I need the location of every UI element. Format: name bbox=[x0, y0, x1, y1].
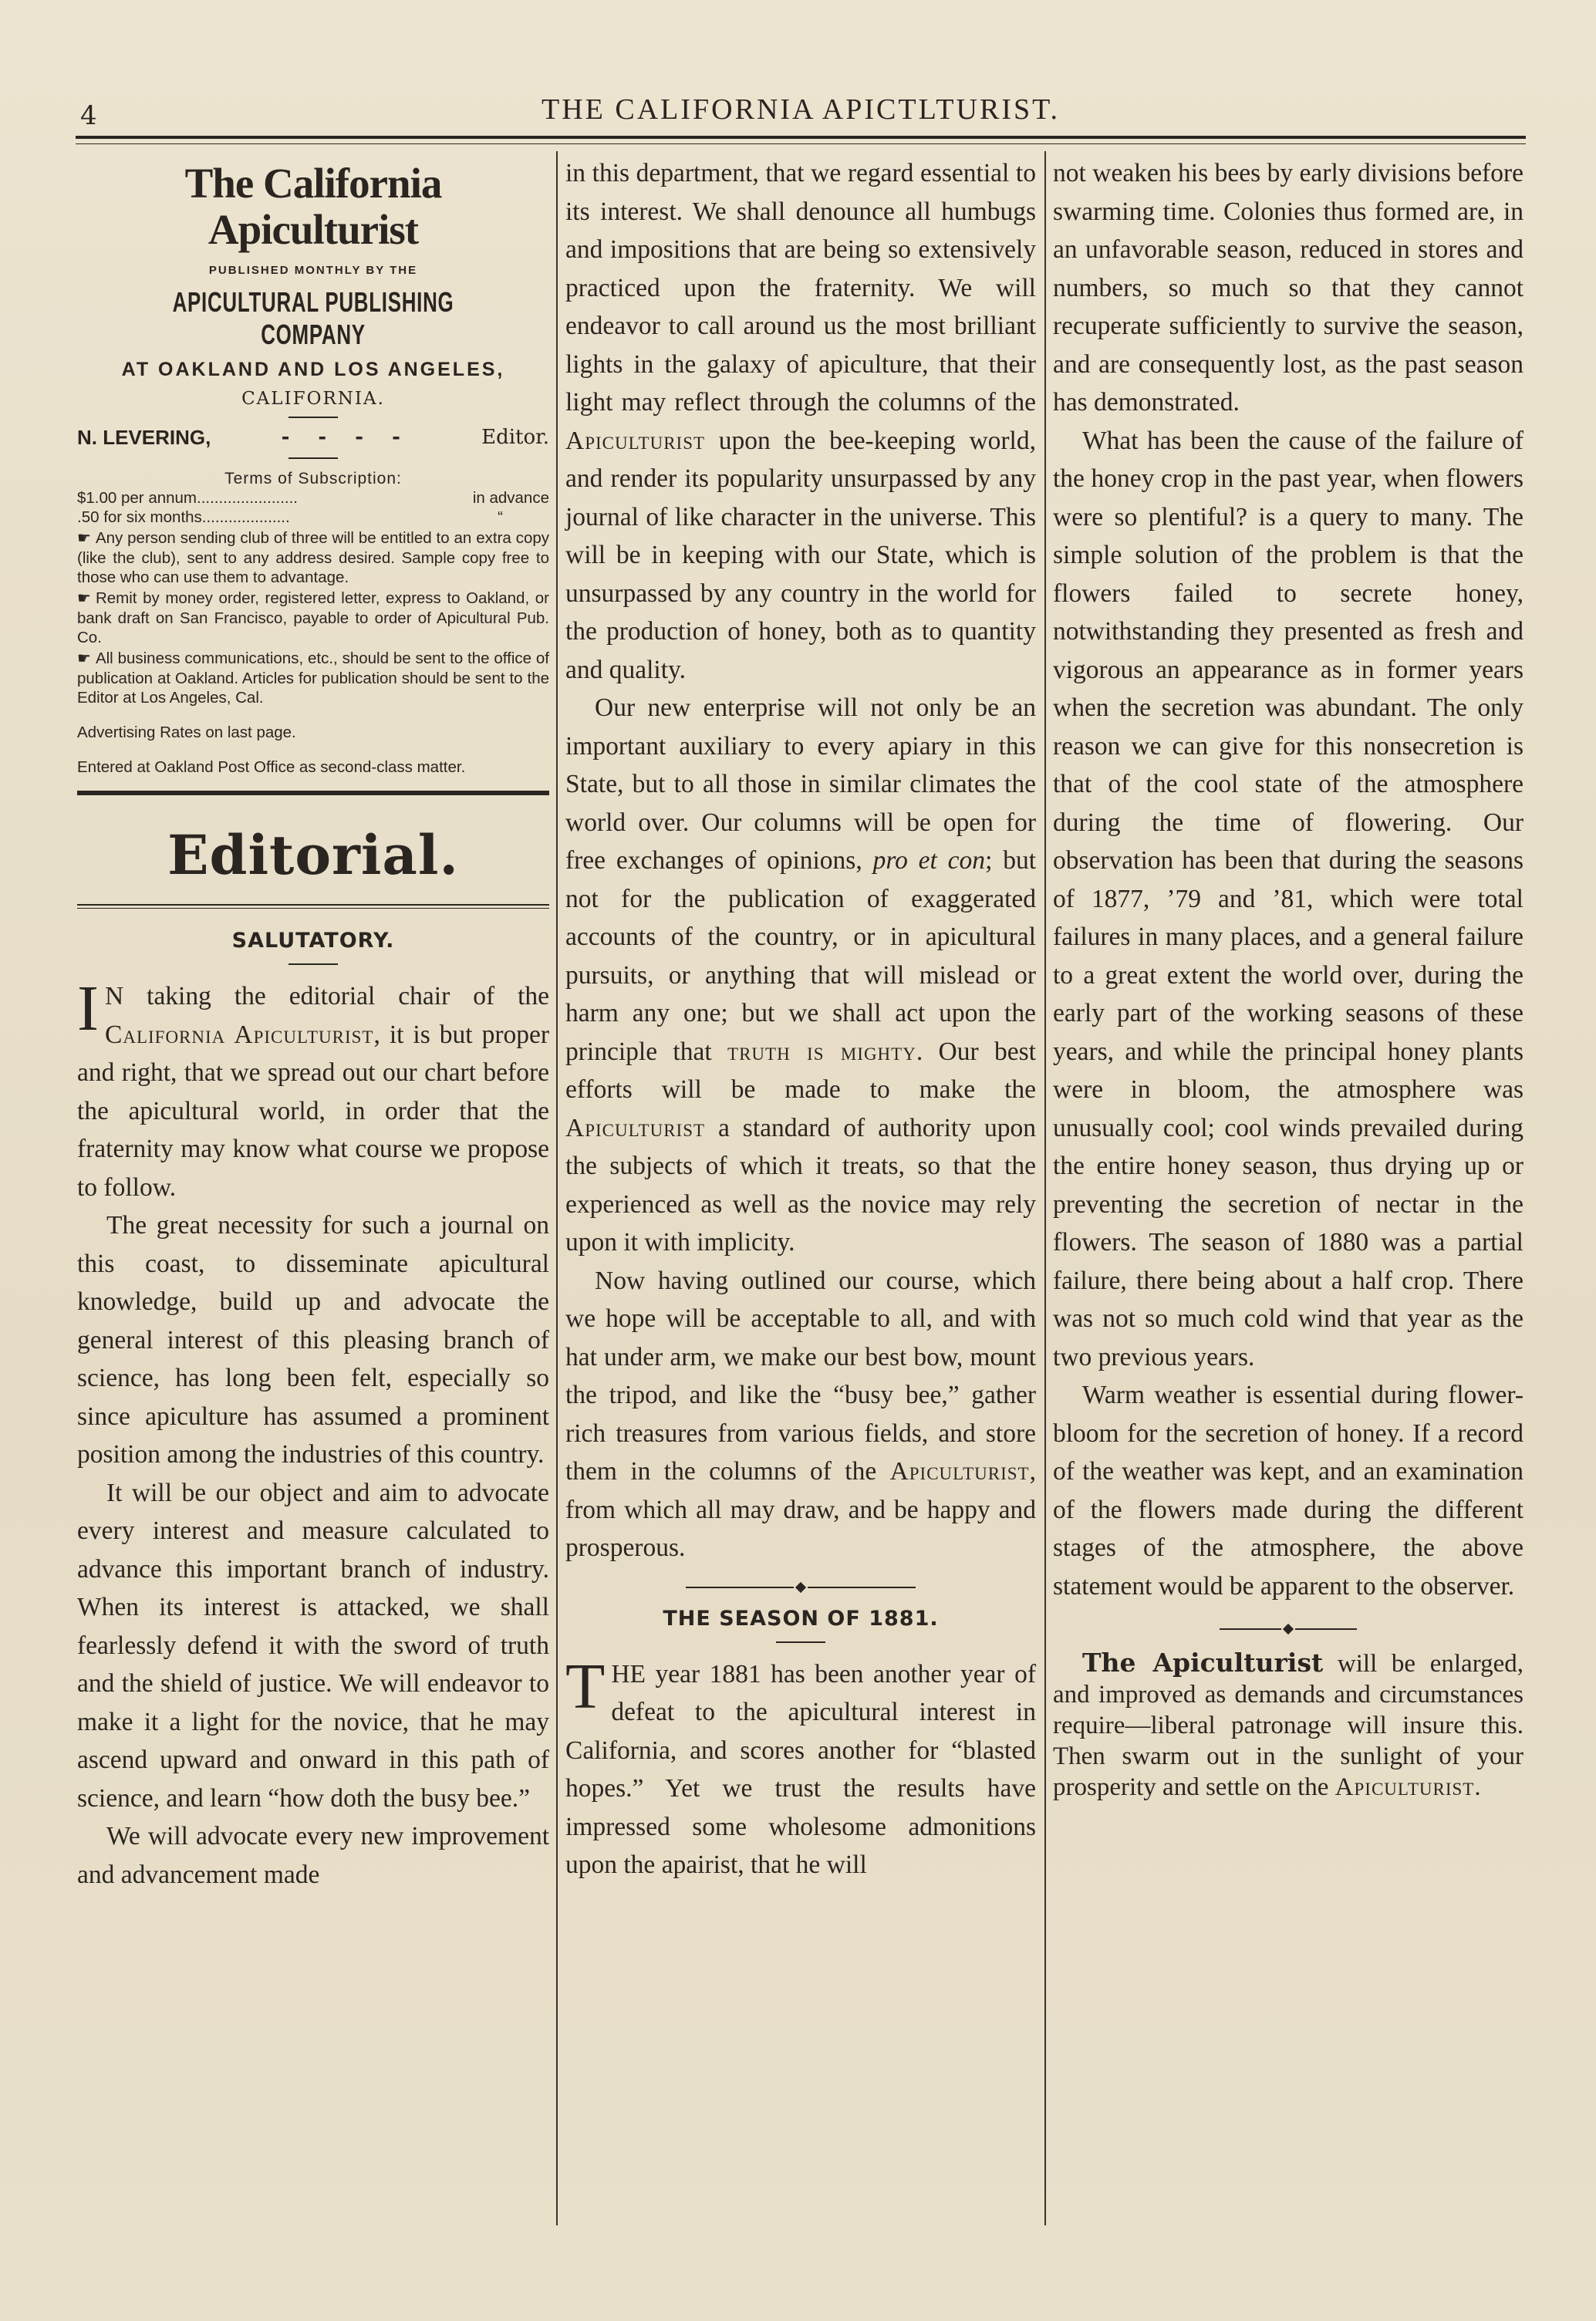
column-divider bbox=[1044, 151, 1046, 2225]
salutatory-continued-2: Our new enterprise will not only be an important auxiliary to every apiary in this State, but to all those in similar climates the world over. Our columns will be open for free exchanges of opinions, pro et con; but not for the publication of exaggerated accounts of the country, or in apicultural pursuits, or anything that will mislead or harm any one; but we shall act upon the principle that truth is mighty. Our best efforts will be made to make the Apiculturist a standard of authority upon the subjects of which it treats, so that the experienced as well as the novice may rely upon it with implicity. bbox=[565, 693, 1037, 1257]
divider bbox=[288, 457, 338, 459]
rate-six-months-price: .50 for six months.................... bbox=[77, 508, 290, 526]
section-ornament bbox=[1053, 1621, 1523, 1635]
salutatory-paragraph-4: We will advocate every new improvement and advancement made bbox=[77, 1822, 549, 1889]
editor-label: Editor. bbox=[481, 426, 549, 449]
salutatory-paragraph-3: It will be our object and aim to advocate every interest and measure calculated to advance this important branch of industry. When its interest is attacked, we shall fearlessly defend it with the sword of truth and the shield of justice. We will endeavor to make it a light for the novice, that he may ascend upward and onward in this path of science, and learn “how doth the busy bee.” bbox=[77, 1478, 549, 1813]
editor-name: N. LEVERING, bbox=[77, 426, 211, 449]
editorial-heading: Editorial. bbox=[167, 823, 459, 887]
salutatory-paragraph-2: The great necessity for such a journal on this coast, to disseminate apicultural knowledge, build up and advocate the general interest of this pleasing branch of science, has long been felt, especially so since apiculture has assumed a prominent position among the industries of this country. bbox=[77, 1211, 549, 1469]
rate-annual-price: $1.00 per annum....................... bbox=[77, 489, 298, 507]
salutatory-heading: SALUTATORY. bbox=[231, 929, 395, 953]
running-head: THE CALIFORNIA APICTLTURIST. bbox=[542, 93, 1060, 126]
masthead-title: The California Apiculturist bbox=[184, 160, 442, 253]
notice-remit-text: Remit by money order, registered letter, express to Oakland, or bank draft on San Francisco, payable to order of Apicultural Pub. Co. bbox=[77, 589, 549, 646]
season-paragraph-3: What has been the cause of the failure of the honey crop in the past year, when flowers were so plentiful? is a query to many. The simple solution of the problem is that the flowers failed to secrete honey, notwithstanding they presented as fresh and vigorous an appearance as in former years when the secretion was abundant. The only reason we can give for this nonsecretion is that of the cool state of the atmosphere during the time of flowering. Our observation has been that during the seasons of 1877, ’79 and ’81, which were total failures in many places, and a general failure to a great extent the world over, during the early part of the working seasons of these years, and while the principal honey plants were in bloom, the atmosphere was unusually cool; cool winds prevailed during the entire honey season, thus drying up or preventing the secretion of nectar in the flowers. The season of 1880 was a partial failure, there being about a half crop. There was not so much cold wind that year as the two previous years. bbox=[1053, 426, 1523, 1371]
salutatory-continued-3: Now having outlined our course, which we hope will be acceptable to all, and with hat under arm, we make our best bow, mount the tripod, and like the “busy bee,” gather rich treasures from various fields, and store them in the columns of the Apiculturist, from which all may draw, and be happy and prosperous. bbox=[565, 1266, 1036, 1562]
masthead-published-line: PUBLISHED MONTHLY BY THE bbox=[208, 264, 418, 277]
drop-cap: I bbox=[77, 973, 99, 1044]
drop-cap: T bbox=[565, 1650, 606, 1722]
divider bbox=[288, 417, 338, 418]
column-2 bbox=[565, 154, 1036, 2225]
notice-business-text: All business communications, etc., should be sent to the office of publication at Oakland. Articles for publication should be sent to the Editor at Los Angeles, Cal. bbox=[77, 649, 549, 707]
page-number: 4 bbox=[80, 100, 97, 131]
column-3 bbox=[1053, 154, 1523, 2225]
rate-annual-terms: in advance bbox=[472, 489, 549, 507]
header-rule bbox=[76, 136, 1526, 139]
rate-six-months-terms: “ bbox=[498, 508, 503, 526]
column-1 bbox=[77, 154, 549, 2225]
notice-business bbox=[77, 649, 549, 707]
divider bbox=[288, 963, 338, 965]
masthead-location: AT OAKLAND AND LOS ANGELES, bbox=[121, 359, 505, 380]
season-paragraph-1: THE year 1881 has been another year of defeat to the apicultural interest in California, and scores another for “blasted hopes.” Yet we trust the results have impressed some wholesome admonitions upon the apairist, that he will bbox=[565, 1650, 1036, 1879]
header-rule-thin bbox=[76, 143, 1526, 144]
masthead-bottom-rule bbox=[77, 791, 549, 795]
rate-six-months bbox=[77, 508, 549, 527]
page-header bbox=[76, 86, 1526, 133]
salutatory-continued-1: in this department, that we regard essential to its interest. We shall denounce all humbugs and impositions that are being so extensively practiced upon the fraternity. We will endeavor to call around us the most brilliant lights in the galaxy of apiculture, that their light may reflect through the columns of the Apiculturist upon the bee-keeping world, and render its popularity unsurpassed by any journal of like character in the universe. This will be in keeping with our State, which is unsurpassed by any country in the world for the production of honey, both as to quantity and quality. bbox=[565, 159, 1036, 684]
editor-dashes: - - - - bbox=[281, 426, 411, 449]
pointing-hand-icon: ☛ bbox=[77, 530, 91, 547]
editor-line bbox=[77, 426, 549, 450]
season-heading: THE SEASON OF 1881. bbox=[663, 1606, 939, 1631]
masthead-company: APICULTURAL PUBLISHING COMPANY bbox=[172, 286, 454, 350]
season-paragraph-4: Warm weather is essential during flower-bloom for the secretion of honey. If a record of the weather was kept, and an examination of the flowers made during the different stages of the atmosphere, the above statement would be apparent to the observer. bbox=[1053, 1381, 1523, 1601]
season-paragraph-2: not weaken his bees by early divisions before swarming time. Colonies thus formed are, in an unfavorable season, reduced in stores and numbers, so much so that they cannot recuperate sufficiently to survive the season, and are consequently lost, as the past season has demonstrated. bbox=[1053, 159, 1523, 417]
pointing-hand-icon: ☛ bbox=[77, 650, 91, 667]
column-divider bbox=[556, 151, 558, 2225]
editorial-rule bbox=[77, 904, 549, 909]
salutatory-paragraph-1: I N taking the editorial chair of the California Apiculturist, it is but proper and right, that we spread out our chart before the apicultural world, in order that the fraternity may know what course we propose to follow. bbox=[77, 973, 549, 1202]
rate-annual bbox=[77, 488, 549, 508]
notice-club bbox=[77, 528, 549, 587]
terms-heading: Terms of Subscription: bbox=[224, 470, 402, 487]
masthead-state: CALIFORNIA. bbox=[241, 389, 385, 409]
notice-remit bbox=[77, 589, 549, 647]
section-ornament bbox=[565, 1580, 1036, 1594]
pointing-hand-icon: ☛ bbox=[77, 590, 91, 607]
entered-note: Entered at Oakland Post Office as second-class matter. bbox=[77, 758, 466, 776]
divider bbox=[776, 1641, 825, 1643]
advertising-note: Advertising Rates on last page. bbox=[77, 724, 296, 741]
enlargement-notice: The Apiculturist will be enlarged, and improved as demands and circumstances require—liberal patronage will insure this. Then swarm out in the sunlight of your prosperity and settle on the Apiculturist. bbox=[1053, 1648, 1523, 1801]
notice-club-text: Any person sending club of three will be entitled to an extra copy (like the club), sent to any address desired. Sample copy free to those who can use them to advantage. bbox=[77, 529, 549, 586]
